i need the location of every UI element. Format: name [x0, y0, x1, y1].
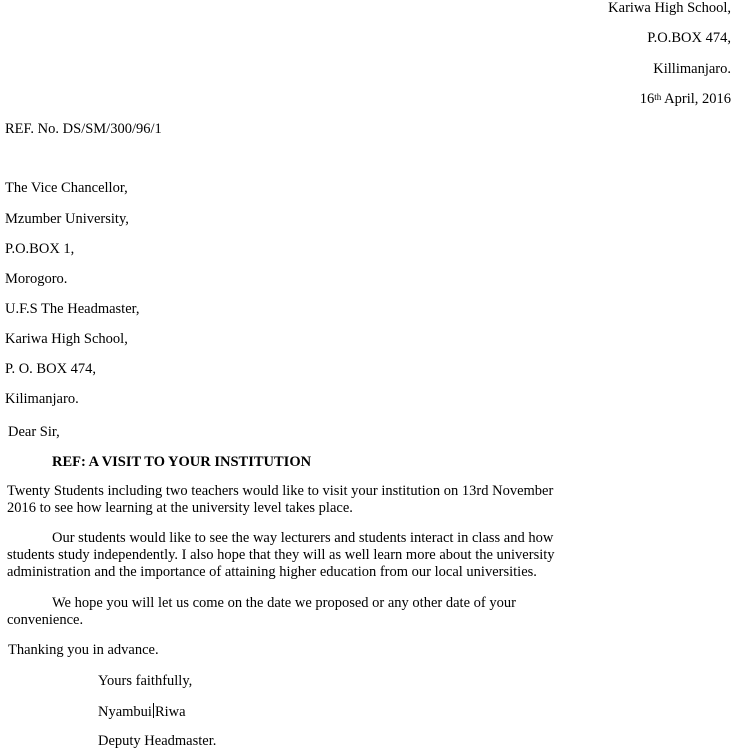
- via-school: Kariwa High School,: [5, 331, 128, 347]
- recipient-university: Mzumber University,: [5, 211, 129, 227]
- paragraph-line: administration and the importance of attaining higher education from our local universities.: [7, 564, 537, 580]
- letter-date: [640, 91, 731, 107]
- sender-school: Kariwa High School,: [608, 0, 731, 16]
- body-paragraph-2: [7, 530, 597, 581]
- paragraph-line: Our students would like to see the way lecturers and students interact in class and how: [52, 530, 554, 546]
- paragraph-line: 2016 to see how learning at the university level takes place.: [7, 500, 353, 516]
- body-paragraph-1: [7, 483, 597, 517]
- signatory-last-name: Riwa: [154, 704, 186, 720]
- recipient-box: P.O.BOX 1,: [5, 241, 75, 257]
- recipient-title: The Vice Chancellor,: [5, 180, 128, 196]
- via-region: Kilimanjaro.: [5, 391, 79, 407]
- date-day: 16: [639, 91, 655, 107]
- signatory-name: [98, 703, 186, 720]
- via-box: P. O. BOX 474,: [5, 361, 97, 377]
- date-rest: April, 2016: [661, 91, 731, 107]
- valediction: Yours faithfully,: [98, 673, 193, 689]
- paragraph-line: students study independently. I also hope that they will as well learn more about the university: [7, 547, 555, 563]
- signatory-position: Deputy Headmaster.: [98, 733, 217, 749]
- via-line: U.F.S The Headmaster,: [5, 301, 140, 317]
- recipient-city: Morogoro.: [5, 271, 68, 287]
- sender-region: Killimanjaro.: [653, 61, 731, 77]
- salutation: Dear Sir,: [8, 424, 60, 440]
- thanks-line: Thanking you in advance.: [8, 642, 159, 658]
- reference-number: REF. No. DS/SM/300/96/1: [5, 121, 162, 137]
- body-paragraph-3: [7, 595, 597, 629]
- paragraph-line: We hope you will let us come on the date we proposed or any other date of your: [52, 595, 516, 611]
- paragraph-line: Twenty Students including two teachers would like to visit your institution on 13rd November: [7, 483, 554, 499]
- signatory-first-name: Nyambui: [98, 704, 152, 720]
- date-suffix: th: [654, 92, 662, 102]
- text-cursor: [153, 703, 154, 718]
- sender-box: P.O.BOX 474,: [647, 30, 731, 46]
- paragraph-line: convenience.: [7, 612, 84, 628]
- subject-heading: REF: A VISIT TO YOUR INSTITUTION: [52, 454, 312, 470]
